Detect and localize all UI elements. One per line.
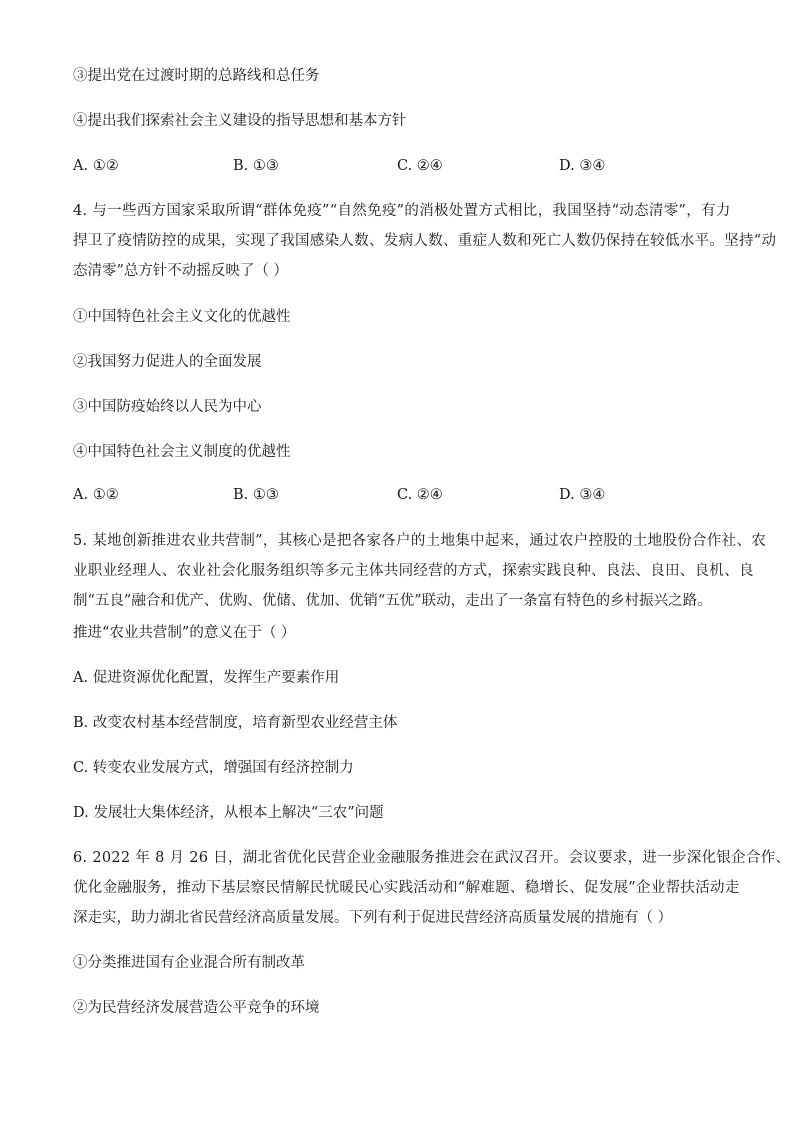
question-5-stem-line-1: 5. 某地创新推进农业共营制”，其核心是把各家各户的土地集中起来，通过农户控股的土地股份合作社、农 — [73, 533, 767, 549]
option-b: B. ①③ — [233, 158, 279, 174]
question-4-statement-3: ③中国防疫始终以人民为中心 — [73, 399, 262, 415]
option-a: A. ①② — [73, 487, 119, 503]
option-a: A. ①② — [73, 158, 119, 174]
question-4-stem-line-2: 捍卫了疫情防控的成果，实现了我国感染人数、发病人数、重症人数和死亡人数仍保持在较低水平。坚持“动 — [73, 233, 777, 249]
answer-options — [73, 157, 733, 175]
question-4-options — [73, 486, 733, 504]
statement-3: ③提出党在过渡时期的总路线和总任务 — [73, 68, 320, 84]
question-6-stem-line-3: 深走实，助力湖北省民营经济高质量发展。下列有利于促进民营经济高质量发展的措施有（ ） — [73, 910, 673, 926]
question-6-stem-line-1: 6. 2022 年 8 月 26 日，湖北省优化民营企业金融服务推进会在武汉召开。会议要求，进一步深化银企合作、 — [73, 850, 791, 866]
question-5-choice-d: D. 发展壮大集体经济，从根本上解决“三农”问题 — [73, 805, 384, 821]
question-5-stem-line-3: 制“五良”融合和优产、优购、优储、优加、优销“五优”联动，走出了一条富有特色的乡村振兴之路。 — [73, 593, 712, 609]
question-5-choice-a: A. 促进资源优化配置，发挥生产要素作用 — [73, 670, 340, 686]
option-b: B. ①③ — [233, 487, 279, 503]
question-4-statement-2: ②我国努力促进人的全面发展 — [73, 354, 262, 370]
statement-4: ④提出我们探索社会主义建设的指导思想和基本方针 — [73, 113, 407, 129]
option-d: D. ③④ — [559, 487, 606, 503]
option-c: C. ②④ — [397, 158, 443, 174]
question-5-stem-line-4: 推进“农业共营制”的意义在于（ ） — [73, 625, 296, 641]
option-d: D. ③④ — [559, 158, 606, 174]
question-5-stem-line-2: 业职业经理人、农业社会化服务组织等多元主体共同经营的方式，探索实践良种、良法、良田、良机、良 — [73, 563, 754, 579]
question-4-stem-line-3: 态清零”总方针不动摇反映了（ ） — [73, 263, 289, 279]
question-4-stem-line-1: 4. 与一些西方国家采取所谓“群体免疫”“自然免疫”的消极处置方式相比，我国坚持“动态清零”，有力 — [73, 203, 731, 219]
question-4-statement-1: ①中国特色社会主义文化的优越性 — [73, 309, 291, 325]
question-5-choice-b: B. 改变农村基本经营制度，培育新型农业经营主体 — [73, 715, 398, 731]
question-6-statement-2: ②为民营经济发展营造公平竞争的环境 — [73, 1000, 320, 1016]
option-c: C. ②④ — [397, 487, 443, 503]
question-6-statement-1: ①分类推进国有企业混合所有制改革 — [73, 955, 305, 971]
question-4-statement-4: ④中国特色社会主义制度的优越性 — [73, 444, 291, 460]
question-6-stem-line-2: 优化金融服务，推动下基层察民情解民忧暖民心实践活动和“解难题、稳增长、促发展”企业帮扶活动走 — [73, 880, 740, 896]
question-5-choice-c: C. 转变农业发展方式，增强国有经济控制力 — [73, 760, 354, 776]
